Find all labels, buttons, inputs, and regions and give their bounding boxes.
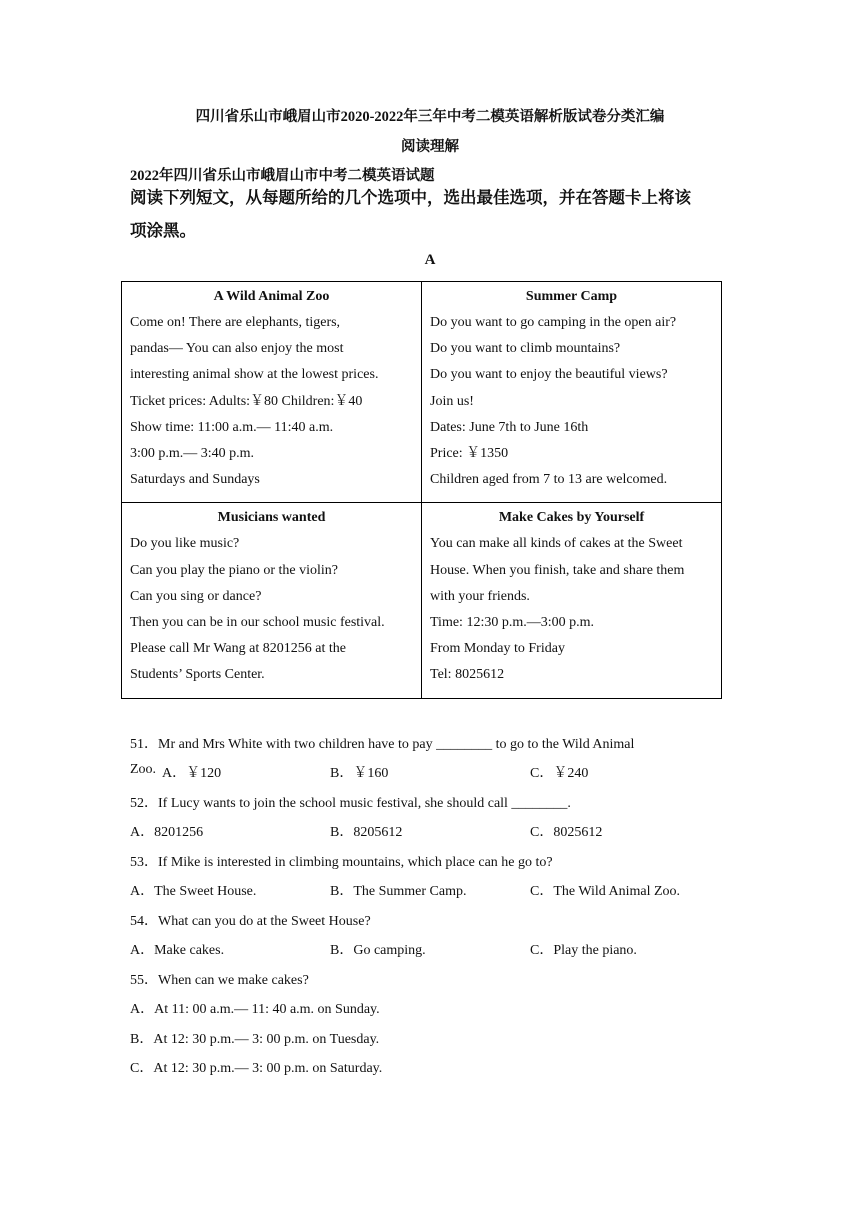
option-a: A．The Sweet House.: [130, 884, 257, 899]
question-54: 54．What can you do at the Sweet House?: [130, 914, 371, 929]
ad-line: pandas— You can also enjoy the most: [130, 341, 344, 357]
document-title: 四川省乐山市峨眉山市2020-2022年三年中考二模英语解析版试卷分类汇编: [195, 109, 665, 125]
ads-table: [121, 281, 722, 699]
ad-musicians-wanted: [122, 503, 422, 698]
option-a: A．￥120: [162, 766, 222, 781]
question-53: 53．If Mike is interested in climbing mountains, which place can he go to?: [130, 855, 553, 870]
ad-make-cakes: [422, 503, 722, 698]
ad-line: Do you want to climb mountains?: [430, 341, 621, 357]
option-b: B．The Summer Camp.: [330, 884, 467, 899]
ad-line: Do you like music?: [130, 536, 240, 552]
ad-line: House. When you finish, take and share them: [430, 562, 685, 578]
option-a: A．8201256: [130, 825, 204, 840]
option-c: C．Play the piano.: [530, 943, 637, 958]
ad-line: Ticket prices: Adults:￥80 Children:￥40: [130, 393, 363, 409]
ad-line: 3:00 p.m.— 3:40 p.m.: [130, 446, 255, 462]
option-b: B．Go camping.: [330, 943, 426, 958]
option-c: C．8025612: [530, 825, 603, 840]
option-b: B．￥160: [330, 766, 389, 781]
ad-line: Dates: June 7th to June 16th: [430, 419, 589, 435]
section-heading: 阅读理解: [401, 139, 459, 155]
ad-line: Can you play the piano or the violin?: [130, 562, 339, 578]
ad-title: Musicians wanted: [217, 510, 326, 526]
option-c: C．At 12: 30 p.m.— 3: 00 p.m. on Saturday.: [130, 1061, 383, 1076]
option-c: C．￥240: [530, 766, 589, 781]
option-b: B．8205612: [330, 825, 403, 840]
ad-line: Then you can be in our school music festival.: [130, 615, 385, 631]
ad-line: Saturdays and Sundays: [130, 472, 260, 488]
exam-title: 2022年四川省乐山市峨眉山市中考二模英语试题: [130, 168, 435, 184]
ad-line: Students’ Sports Center.: [130, 667, 265, 683]
question-55: 55．When can we make cakes?: [130, 973, 309, 988]
ad-line: Time: 12:30 p.m.—3:00 p.m.: [430, 615, 595, 631]
ad-line: Can you sing or dance?: [130, 588, 262, 604]
ad-wild-animal-zoo: [122, 282, 422, 503]
ad-line: Do you want to go camping in the open air?: [430, 315, 677, 330]
ad-summer-camp: [422, 282, 722, 503]
ad-line: Show time: 11:00 a.m.— 11:40 a.m.: [130, 419, 334, 435]
question-51: 51．Mr and Mrs White with two children have to pay ________ to go to the Wild Animal: [130, 737, 635, 752]
instruction-line-2: 项涂黑。: [130, 221, 196, 240]
ad-line: Come on! There are elephants, tigers,: [130, 315, 341, 330]
passage-label: A: [424, 252, 436, 268]
option-b: B．At 12: 30 p.m.— 3: 00 p.m. on Tuesday.: [130, 1032, 380, 1047]
ad-line: Tel: 8025612: [430, 667, 505, 683]
option-a: A．At 11: 00 a.m.— 11: 40 a.m. on Sunday.: [130, 1002, 380, 1017]
ad-line: Children aged from 7 to 13 are welcomed.: [430, 472, 668, 488]
ad-line: From Monday to Friday: [430, 641, 565, 657]
ad-title: Make Cakes by Yourself: [498, 510, 645, 526]
ad-line: Price: ￥1350: [430, 446, 509, 462]
ad-line: interesting animal show at the lowest prices.: [130, 367, 379, 383]
ad-line: with your friends.: [430, 588, 530, 604]
option-c: C．The Wild Animal Zoo.: [530, 884, 681, 899]
ad-line: Join us!: [430, 393, 474, 409]
ad-line: You can make all kinds of cakes at the Sweet: [430, 536, 683, 552]
ad-title: Summer Camp: [525, 289, 618, 304]
option-a: A．Make cakes.: [130, 943, 225, 958]
ad-line: Do you want to enjoy the beautiful views?: [430, 367, 668, 383]
question-51-cont: Zoo.: [130, 762, 157, 777]
instruction-line-1: 阅读下列短文，从每题所给的几个选项中，选出最佳选项，并在答题卡上将该: [130, 188, 691, 207]
ad-title: A Wild Animal Zoo: [213, 289, 330, 304]
ad-line: Please call Mr Wang at 8201256 at the: [130, 641, 346, 657]
question-52: 52．If Lucy wants to join the school music festival, she should call ________.: [130, 796, 571, 811]
